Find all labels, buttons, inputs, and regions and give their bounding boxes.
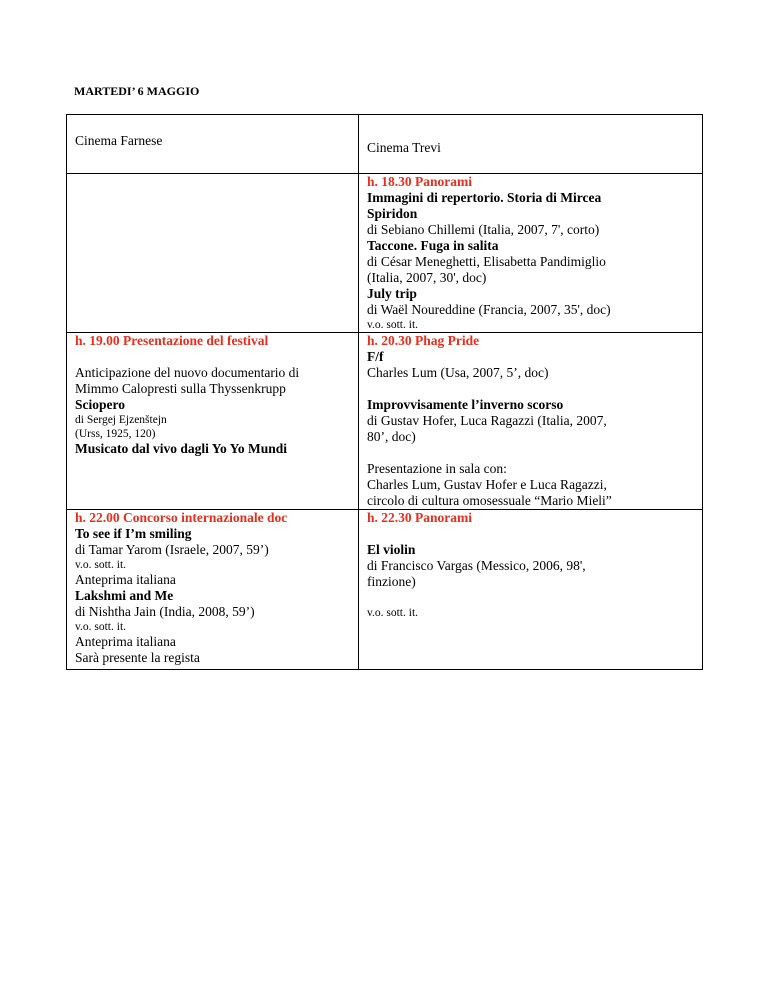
schedule-row bbox=[67, 510, 703, 670]
film-credit: Charles Lum (Usa, 2007, 5’, doc) bbox=[367, 365, 549, 380]
film-title: El violin bbox=[367, 542, 416, 557]
film-title-cont: Spiridon bbox=[367, 206, 418, 221]
premiere-note: Anteprima italiana bbox=[75, 634, 176, 649]
film-credit-cont: (Italia, 2007, 30', doc) bbox=[367, 270, 487, 285]
slot-time: h. 20.30 Phag Pride bbox=[367, 333, 480, 348]
venue-trevi: Cinema Trevi bbox=[359, 115, 703, 174]
subtitle-note: v.o. sott. it. bbox=[75, 621, 127, 633]
film-title: F/f bbox=[367, 349, 384, 364]
film-title: To see if I’m smiling bbox=[75, 526, 192, 541]
presentation-note: Presentazione in sala con: bbox=[367, 461, 507, 476]
guest-note: Sarà presente la regista bbox=[75, 650, 200, 665]
film-credit: di Francisco Vargas (Messico, 2006, 98', bbox=[367, 558, 586, 573]
farnese-slot-1900 bbox=[67, 333, 359, 510]
subtitle-note: v.o. sott. it. bbox=[75, 559, 127, 571]
day-title: MARTEDI’ 6 MAGGIO bbox=[74, 84, 200, 98]
premiere-note: Anteprima italiana bbox=[75, 572, 176, 587]
film-credit: di Nishtha Jain (India, 2008, 59’) bbox=[75, 604, 255, 619]
live-music-note: Musicato dal vivo dagli Yo Yo Mundi bbox=[75, 441, 288, 456]
film-credit: di Waël Noureddine (Francia, 2007, 35', doc) bbox=[367, 302, 611, 317]
film-credit-cont: (Urss, 1925, 120) bbox=[75, 428, 156, 440]
schedule-row bbox=[67, 174, 703, 333]
presentation-guests-cont: circolo di cultura omosessuale “Mario Mieli” bbox=[367, 493, 612, 508]
film-title: Lakshmi and Me bbox=[75, 588, 174, 603]
schedule-row bbox=[67, 333, 703, 510]
film-title: Immagini di repertorio. Storia di Mircea bbox=[367, 190, 602, 205]
schedule-table bbox=[66, 114, 703, 670]
film-credit-cont: finzione) bbox=[367, 574, 416, 589]
presentation-guests: Charles Lum, Gustav Hofer e Luca Ragazzi, bbox=[367, 477, 607, 492]
farnese-slot-2200 bbox=[67, 510, 359, 670]
film-credit-cont: 80’, doc) bbox=[367, 429, 416, 444]
slot-time: h. 19.00 Presentazione del festival bbox=[75, 333, 269, 348]
event-description-cont: Mimmo Calopresti sulla Thyssenkrupp bbox=[75, 381, 286, 396]
slot-time: h. 22.00 Concorso internazionale doc bbox=[75, 510, 288, 525]
event-description: Anticipazione del nuovo documentario di bbox=[75, 365, 300, 380]
trevi-slot-1830 bbox=[359, 174, 703, 333]
film-credit: di Sebiano Chillemi (Italia, 2007, 7', corto) bbox=[367, 222, 600, 237]
film-title: Improvvisamente l’inverno scorso bbox=[367, 397, 564, 412]
film-credit: di Sergej Ejzenštejn bbox=[75, 414, 167, 426]
film-credit: di Tamar Yarom (Israele, 2007, 59’) bbox=[75, 542, 269, 557]
subtitle-note: v.o. sott. it. bbox=[367, 319, 419, 331]
film-title: July trip bbox=[367, 286, 417, 301]
farnese-slot-empty bbox=[67, 174, 359, 333]
venue-farnese: Cinema Farnese bbox=[67, 115, 359, 174]
trevi-slot-2230 bbox=[359, 510, 703, 670]
film-credit: di César Meneghetti, Elisabetta Pandimiglio bbox=[367, 254, 606, 269]
subtitle-note: v.o. sott. it. bbox=[367, 607, 419, 619]
trevi-slot-2030 bbox=[359, 333, 703, 510]
film-credit: di Gustav Hofer, Luca Ragazzi (Italia, 2007, bbox=[367, 413, 607, 428]
film-title: Taccone. Fuga in salita bbox=[367, 238, 499, 253]
slot-time: h. 18.30 Panorami bbox=[367, 174, 473, 189]
film-title: Sciopero bbox=[75, 397, 125, 412]
venue-header-row bbox=[67, 115, 703, 174]
slot-time: h. 22.30 Panorami bbox=[367, 510, 473, 525]
